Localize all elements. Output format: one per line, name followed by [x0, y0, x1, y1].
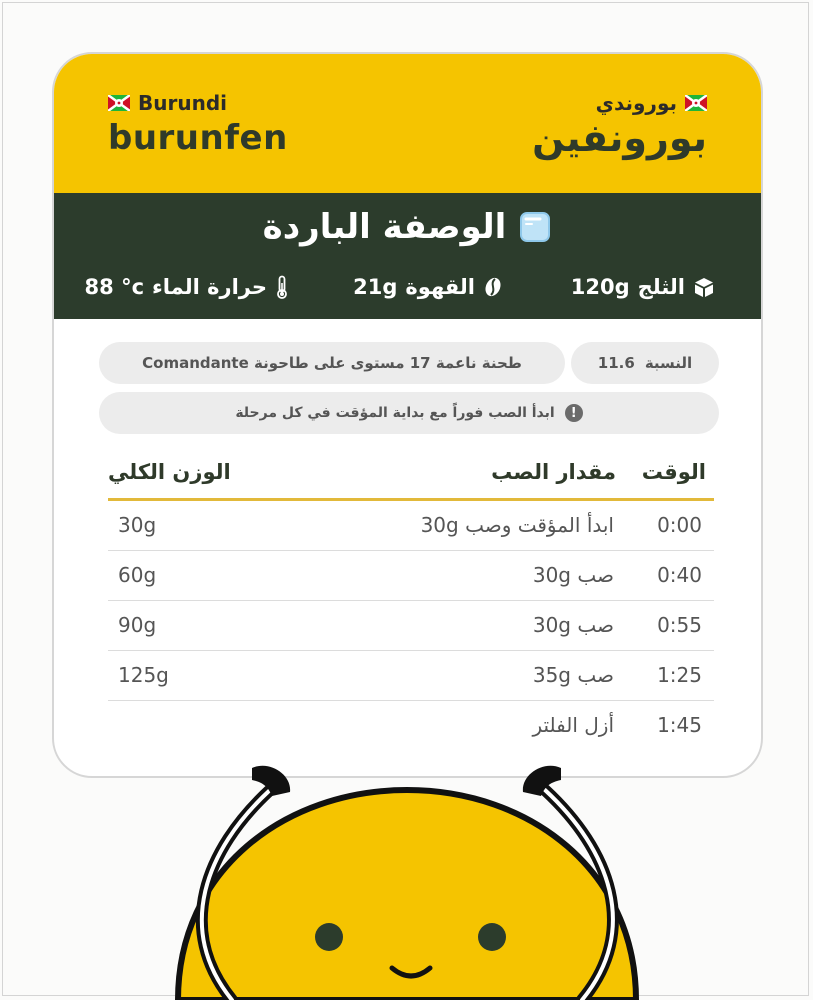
table-row: 1:25 صب 35g 125g [108, 651, 714, 701]
header-pour: مقدار الصب [491, 460, 616, 484]
stat-ice: الثلج 120g [571, 275, 715, 299]
table-row: 0:00 ابدأ المؤقت وصب 30g 30g [108, 501, 714, 551]
recipe-title: الوصفة الباردة [54, 207, 761, 247]
coffee-bean-icon [483, 276, 503, 298]
table-row: 1:45 أزل الفلتر [532, 713, 702, 737]
ice-cube-icon [518, 210, 552, 244]
header-total: الوزن الكلي [108, 460, 231, 484]
stat-coffee: القهوة 21g [353, 275, 503, 299]
brand-english [108, 90, 288, 158]
country-en: Burundi [108, 90, 288, 116]
recipe-card [52, 52, 763, 778]
grind-pill: طحنة ناعمة 17 مستوى على طاحونة Comandante [99, 342, 565, 384]
thermometer-icon [275, 275, 289, 299]
ratio-pill: النسبة 11.6 [571, 342, 719, 384]
recipe-band [54, 193, 761, 319]
brand-arabic [532, 90, 707, 160]
recipe-stats [54, 275, 761, 305]
burundi-flag-icon [685, 95, 707, 111]
header-time: الوقت [641, 460, 706, 484]
pour-table [108, 454, 714, 750]
country-ar: بوروندي [532, 90, 707, 116]
brand-name-ar: بورونفين [532, 116, 707, 160]
brand-name-en: burunfen [108, 118, 288, 158]
box-icon [693, 276, 715, 298]
alert-icon: ! [565, 404, 583, 422]
brand-header [54, 54, 761, 193]
stat-water: حرارة الماء 88 °c [85, 275, 289, 299]
table-row: 0:40 صب 30g 60g [108, 551, 714, 601]
burundi-flag-icon [108, 95, 130, 111]
table-header [108, 454, 714, 501]
note-pill: ! ابدأ الصب فوراً مع بداية المؤقت في كل مرحلة [99, 392, 719, 434]
table-row: 0:55 صب 30g 90g [108, 601, 714, 651]
